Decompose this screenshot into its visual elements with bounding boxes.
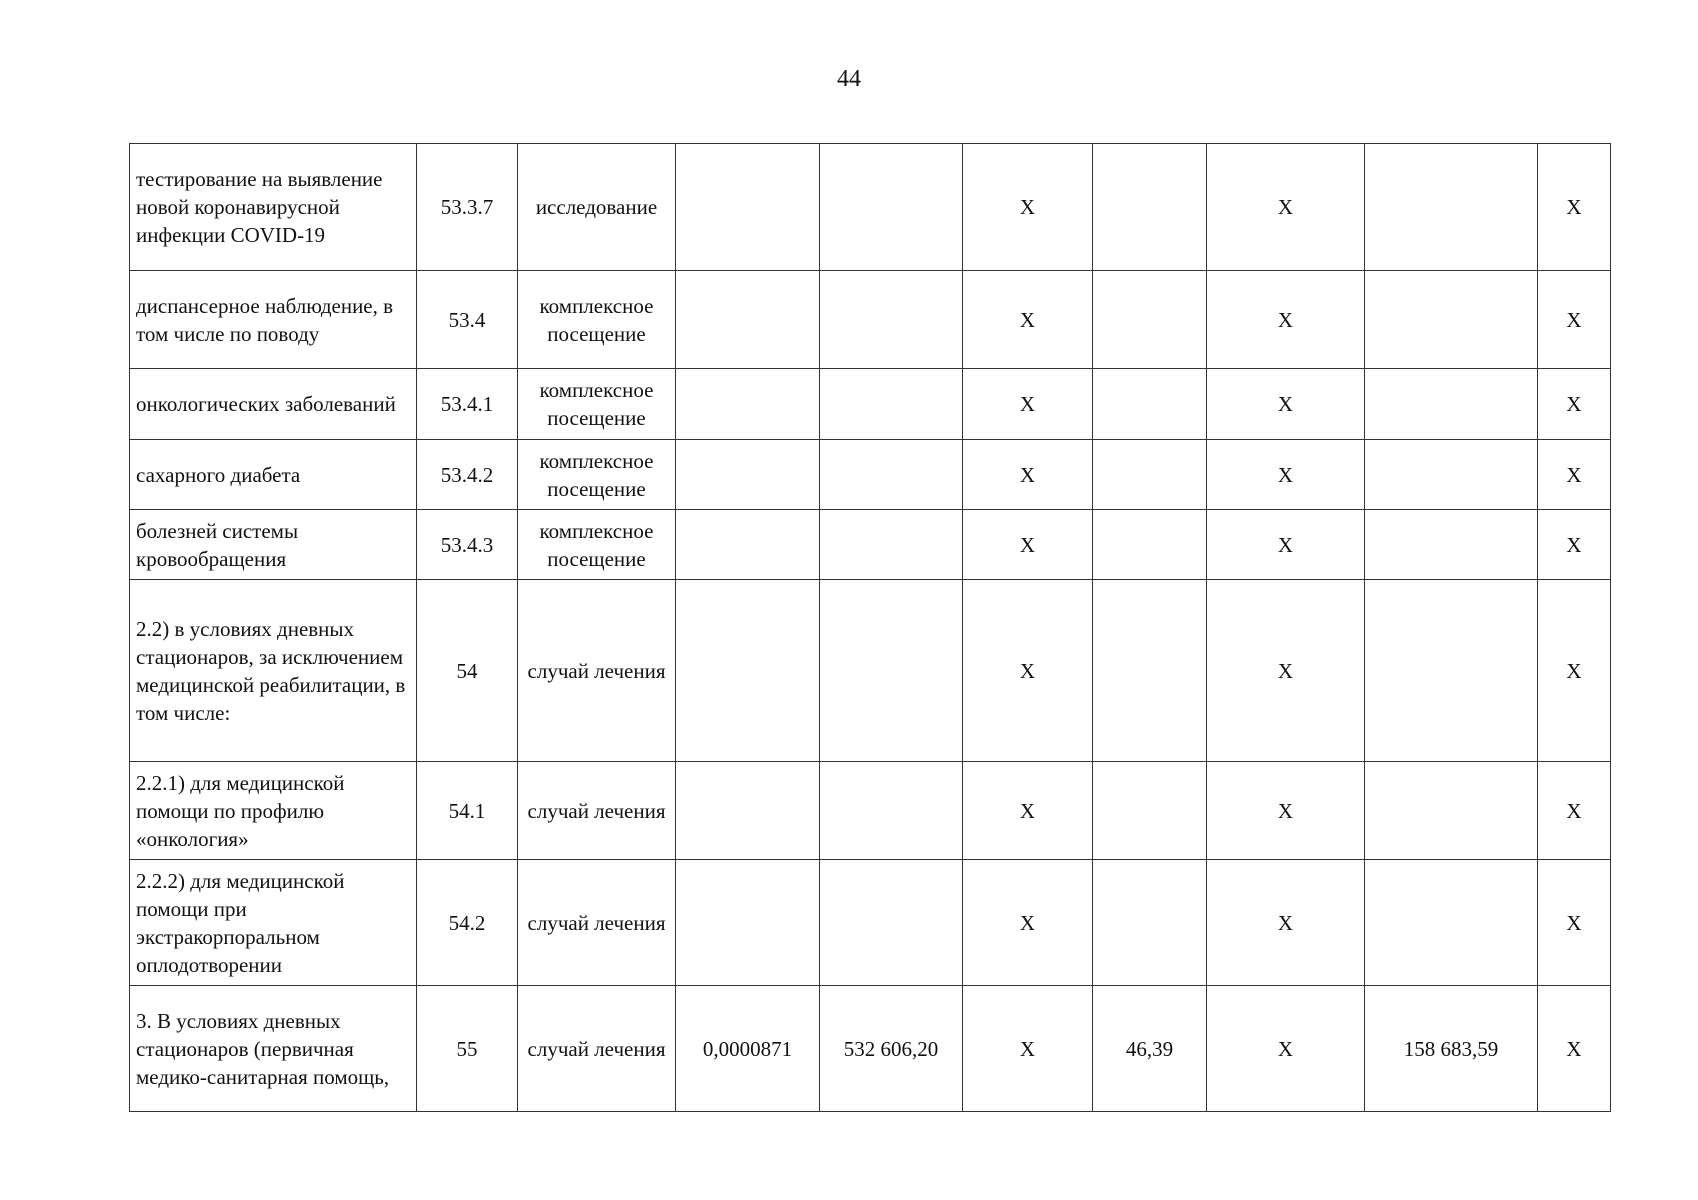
row-cell-9: [1365, 510, 1538, 580]
row-cell-10: X: [1538, 860, 1611, 986]
row-cell-9: 158 683,59: [1365, 986, 1538, 1112]
row-cell-5: [820, 369, 963, 440]
row-cell-4: [676, 271, 820, 369]
row-cell-5: [820, 762, 963, 860]
row-name: 2.2.1) для медицинской помощи по профилю «онкология»: [130, 762, 417, 860]
row-code: 54: [417, 580, 518, 762]
row-unit: комплексное посещение: [518, 440, 676, 510]
row-cell-8: X: [1207, 369, 1365, 440]
row-cell-7: [1093, 510, 1207, 580]
row-cell-7: [1093, 860, 1207, 986]
row-name: 2.2) в условиях дневных стационаров, за исключением медицинской реабилитации, в том числе:: [130, 580, 417, 762]
row-cell-6: X: [963, 440, 1093, 510]
row-cell-5: [820, 580, 963, 762]
row-cell-8: X: [1207, 440, 1365, 510]
row-cell-8: X: [1207, 986, 1365, 1112]
row-code: 54.1: [417, 762, 518, 860]
row-cell-4: [676, 510, 820, 580]
row-name: болезней системы кровообращения: [130, 510, 417, 580]
row-cell-4: 0,0000871: [676, 986, 820, 1112]
row-code: 53.4.1: [417, 369, 518, 440]
row-cell-10: X: [1538, 510, 1611, 580]
row-cell-4: [676, 144, 820, 271]
row-code: 53.4.2: [417, 440, 518, 510]
row-cell-8: X: [1207, 271, 1365, 369]
data-table: [129, 143, 1611, 1112]
table-row: [130, 510, 1611, 580]
row-name: диспансерное наблюдение, в том числе по поводу: [130, 271, 417, 369]
row-cell-9: [1365, 762, 1538, 860]
row-unit: исследование: [518, 144, 676, 271]
row-cell-10: X: [1538, 986, 1611, 1112]
row-code: 55: [417, 986, 518, 1112]
table-row: [130, 440, 1611, 510]
row-name: 3. В условиях дневных стационаров (первичная медико-санитарная помощь,: [130, 986, 417, 1112]
row-cell-6: X: [963, 580, 1093, 762]
row-unit: случай лечения: [518, 860, 676, 986]
row-cell-6: X: [963, 510, 1093, 580]
row-cell-9: [1365, 580, 1538, 762]
row-unit: случай лечения: [518, 580, 676, 762]
row-cell-9: [1365, 440, 1538, 510]
row-unit: случай лечения: [518, 986, 676, 1112]
row-cell-10: X: [1538, 580, 1611, 762]
row-cell-5: [820, 271, 963, 369]
row-name: сахарного диабета: [130, 440, 417, 510]
table-row: [130, 986, 1611, 1112]
row-cell-10: X: [1538, 762, 1611, 860]
row-name: онкологических заболеваний: [130, 369, 417, 440]
row-name: тестирование на выявление новой коронавирусной инфекции COVID-19: [130, 144, 417, 271]
table-row: [130, 580, 1611, 762]
row-cell-7: [1093, 440, 1207, 510]
row-cell-7: [1093, 144, 1207, 271]
table-body: [130, 144, 1611, 1112]
row-cell-8: X: [1207, 510, 1365, 580]
row-cell-5: 532 606,20: [820, 986, 963, 1112]
row-cell-9: [1365, 369, 1538, 440]
row-cell-5: [820, 440, 963, 510]
row-unit: комплексное посещение: [518, 271, 676, 369]
row-cell-6: X: [963, 986, 1093, 1112]
row-cell-10: X: [1538, 369, 1611, 440]
table-row: [130, 369, 1611, 440]
row-code: 53.4: [417, 271, 518, 369]
table-row: [130, 271, 1611, 369]
row-code: 54.2: [417, 860, 518, 986]
row-cell-7: [1093, 762, 1207, 860]
row-cell-8: X: [1207, 762, 1365, 860]
row-cell-6: X: [963, 762, 1093, 860]
row-cell-9: [1365, 860, 1538, 986]
row-cell-7: [1093, 271, 1207, 369]
table-row: [130, 860, 1611, 986]
row-cell-10: X: [1538, 440, 1611, 510]
row-cell-9: [1365, 144, 1538, 271]
row-cell-8: X: [1207, 144, 1365, 271]
row-code: 53.3.7: [417, 144, 518, 271]
table-row: [130, 144, 1611, 271]
row-cell-10: X: [1538, 271, 1611, 369]
row-cell-4: [676, 860, 820, 986]
row-cell-6: X: [963, 144, 1093, 271]
row-cell-4: [676, 580, 820, 762]
row-cell-6: X: [963, 369, 1093, 440]
row-cell-9: [1365, 271, 1538, 369]
row-cell-5: [820, 510, 963, 580]
row-cell-6: X: [963, 271, 1093, 369]
row-cell-8: X: [1207, 580, 1365, 762]
row-cell-5: [820, 144, 963, 271]
row-code: 53.4.3: [417, 510, 518, 580]
row-cell-4: [676, 762, 820, 860]
row-cell-5: [820, 860, 963, 986]
row-cell-7: 46,39: [1093, 986, 1207, 1112]
row-cell-10: X: [1538, 144, 1611, 271]
row-cell-4: [676, 369, 820, 440]
page-number: 44: [837, 66, 861, 92]
row-cell-6: X: [963, 860, 1093, 986]
row-cell-7: [1093, 580, 1207, 762]
table-row: [130, 762, 1611, 860]
row-cell-8: X: [1207, 860, 1365, 986]
row-unit: комплексное посещение: [518, 510, 676, 580]
row-unit: комплексное посещение: [518, 369, 676, 440]
row-unit: случай лечения: [518, 762, 676, 860]
row-cell-4: [676, 440, 820, 510]
row-name: 2.2.2) для медицинской помощи при экстракорпоральном оплодотворении: [130, 860, 417, 986]
row-cell-7: [1093, 369, 1207, 440]
